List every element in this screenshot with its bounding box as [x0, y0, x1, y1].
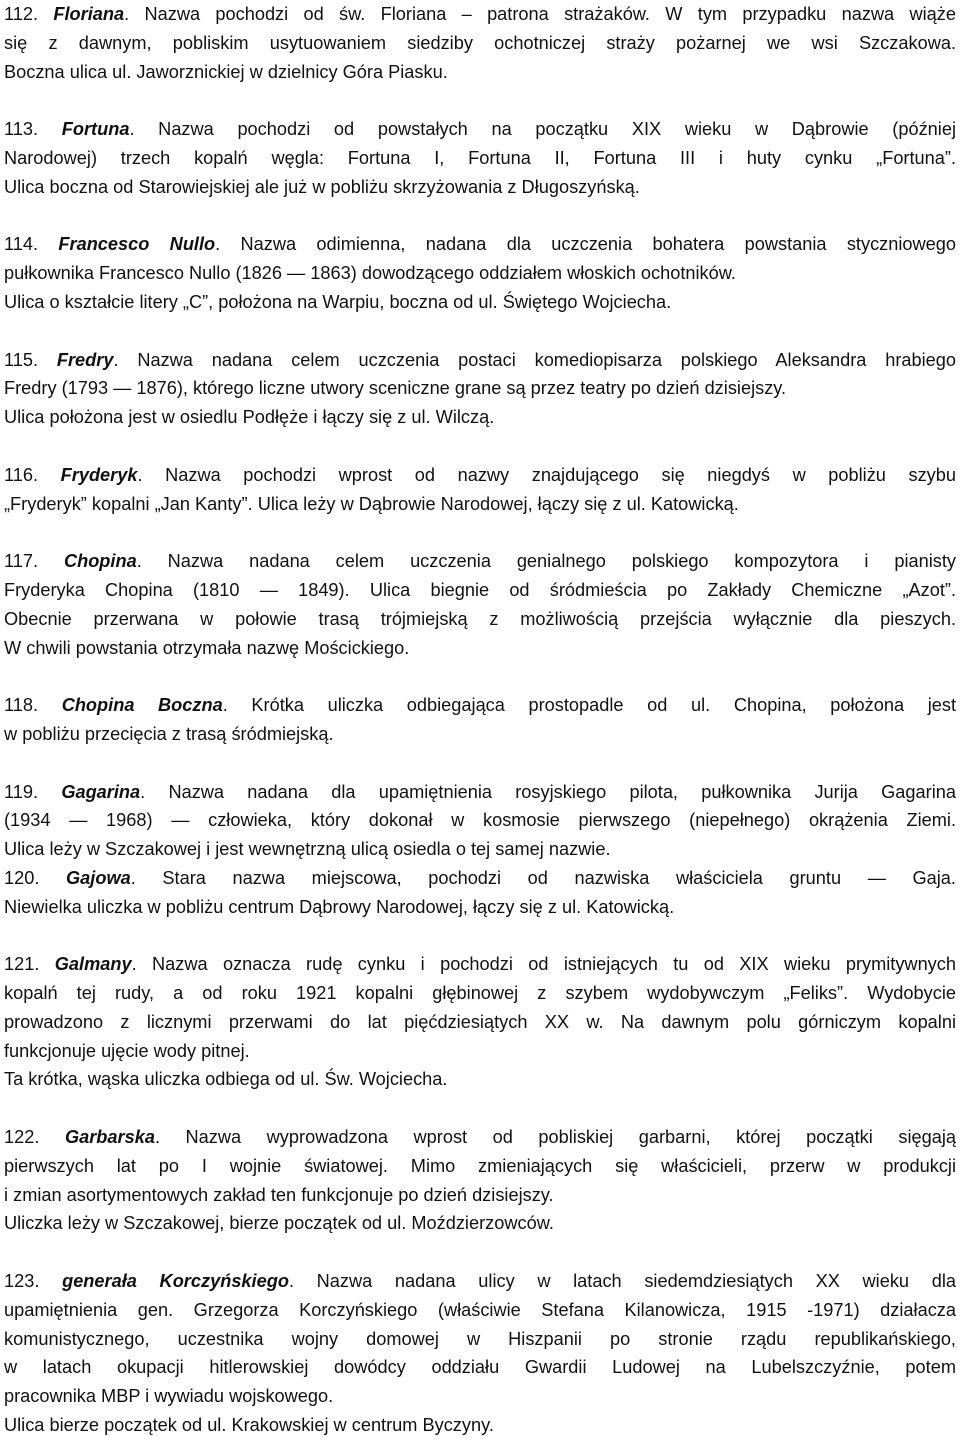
entry-text: . Krótka uliczka odbiegająca prostopadle od ul. Chopina, położona jest: [222, 695, 956, 716]
entry-title: Chopina: [63, 551, 137, 572]
entry-text: . Nazwa wyprowadzona wprost od pobliskiej garbarni, której początki sięgają: [154, 1127, 956, 1148]
entry-line: Ta krótka, wąska uliczka odbiega od ul. Św. Wojciecha.: [4, 1069, 448, 1090]
entry-title: Floriana: [53, 4, 125, 24]
entry-title: generała Korczyńskiego: [62, 1271, 289, 1292]
entry-line: [4, 1267, 956, 1296]
entry-line: [4, 115, 956, 144]
entry-line: Uliczka leży w Szczakowej, bierze początek od ul. Moździerzowców.: [4, 1213, 554, 1234]
entry-line: Narodowej) trzech kopalń węgla: Fortuna I, Fortuna II, Fortuna III i huty cynku „Fortuna”.: [4, 147, 956, 168]
entry-number: 117.: [4, 551, 39, 572]
entry-number: 123.: [4, 1271, 40, 1292]
entry-line: [4, 547, 956, 576]
entry-line: Ulica położona jest w osiedlu Podłęże i łączy się z ul. Wilczą.: [4, 407, 495, 428]
entry-line: prowadzono z licznymi przerwami do lat pięćdziesiątych XX w. Na dawnym polu górniczym kopalni: [4, 1011, 956, 1032]
entry-title: Garbarska: [64, 1127, 155, 1148]
entry-line: pułkownika Francesco Nullo (1826 — 1863) dowodzącego oddziałem włoskich ochotników.: [4, 263, 736, 284]
entry-line: Boczna ulica ul. Jaworznickiej w dzielnicy Góra Piasku.: [4, 61, 448, 82]
entry-line: Obecnie przerwana w połowie trasą trójmiejską z możliwością przejścia wyłącznie dla pieszych.: [4, 608, 956, 629]
entry-line: się z dawnym, pobliskim usytuowaniem siedziby ochotniczej straży pożarnej we wsi Szczakowa.: [4, 32, 956, 53]
entry-line: komunistycznego, uczestnika wojny domowej w Hiszpanii po stronie rządu republikańskiego,: [4, 1328, 956, 1349]
entry-title: Fortuna: [61, 119, 130, 140]
list-item: [4, 0, 956, 86]
list-item: [4, 547, 956, 662]
entry-title: Gajowa: [66, 867, 131, 888]
list-item: [4, 346, 956, 432]
list-item: [4, 691, 956, 749]
entry-line: (1934 — 1968) — człowieka, który dokonał w kosmosie pierwszego (niepełnego) okrążenia Ziemi.: [4, 810, 956, 831]
entry-text: . Nazwa nadana dla upamiętnienia rosyjskiego pilota, pułkownika Jurija Gagarina: [140, 781, 956, 802]
entry-number: 118.: [4, 695, 39, 716]
entry-line: Ulica boczna od Starowiejskiej ale już w pobliżu skrzyżowania z Długoszyńską.: [4, 176, 640, 197]
entry-line: w pobliżu przecięcia z trasą śródmiejską.: [4, 723, 334, 744]
list-item: [4, 461, 956, 519]
entry-text: . Nazwa pochodzi od powstałych na początku XIX wieku w Dąbrowie (później: [129, 119, 956, 140]
entry-line: Ulica leży w Szczakowej i jest wewnętrzną ulicą osiedla o tej samej nazwie.: [4, 839, 611, 860]
entry-title: Chopina Boczna: [61, 695, 223, 716]
list-item: [4, 230, 956, 316]
list-item: [4, 1123, 956, 1238]
entry-title: Gagarina: [61, 781, 141, 802]
entry-line: Niewielka uliczka w pobliżu centrum Dąbrowy Narodowej, łączy się z ul. Katowicką.: [4, 896, 675, 917]
entry-text: . Nazwa odimienna, nadana dla uczczenia bohatera powstania styczniowego: [215, 234, 957, 255]
entry-line: kopalń tej rudy, a od roku 1921 kopalni głębinowej z szybem wydobywczym „Feliks”. Wydobycie: [4, 983, 956, 1004]
entry-text: . Nazwa oznacza rudę cynku i pochodzi od istniejących tu od XIX wieku prymitywnych: [131, 954, 956, 975]
entry-title: Fryderyk: [60, 464, 138, 485]
entry-line: funkcjonuje ujęcie wody pitnej.: [4, 1040, 250, 1061]
entry-line: [4, 691, 956, 720]
entry-line: [4, 864, 956, 893]
entry-number: 112.: [4, 4, 39, 24]
entry-line: upamiętnienia gen. Grzegorza Korczyńskiego (właściwie Stefana Kilanowicza, 1915 -1971) działacza: [4, 1299, 956, 1320]
entry-number: 119.: [4, 781, 39, 802]
entry-number: 121.: [4, 954, 40, 975]
entry-title: Francesco Nullo: [58, 234, 216, 255]
entry-line: [4, 346, 956, 375]
list-item: [4, 950, 956, 1094]
entry-number: 114.: [4, 234, 39, 255]
entry-line: Fryderyka Chopina (1810 — 1849). Ulica biegnie od śródmieścia po Zakłady Chemiczne „Azot”.: [4, 579, 956, 600]
entry-line: w latach okupacji hitlerowskiej dowódcy oddziału Gwardii Ludowej na Lubelszczyźnie, potem: [4, 1357, 956, 1378]
list-item: [4, 1267, 956, 1440]
entry-text: . Nazwa nadana celem uczczenia postaci komediopisarza polskiego Aleksandra hrabiego: [113, 349, 956, 370]
entry-line: [4, 778, 956, 807]
entry-line: „Fryderyk” kopalni „Jan Kanty”. Ulica leży w Dąbrowie Narodowej, łączy się z ul. Katowicką.: [4, 493, 739, 514]
entry-text: . Nazwa pochodzi od św. Floriana – patrona strażaków. W tym przypadku nazwa wiąże: [124, 4, 956, 24]
entry-line: i zmian asortymentowych zakład ten funkcjonuje po dzień dzisiejszy.: [4, 1184, 554, 1205]
entry-title: Fredry: [56, 349, 114, 370]
entry-line: W chwili powstania otrzymała nazwę Mościckiego.: [4, 637, 410, 658]
entry-text: . Nazwa nadana celem uczczenia genialnego polskiego kompozytora i pianisty: [136, 551, 957, 572]
entry-line: pracownika MBP i wywiadu wojskowego.: [4, 1386, 334, 1407]
entry-line: Ulica bierze początek od ul. Krakowskiej w centrum Byczyny.: [4, 1415, 494, 1436]
entry-number: 120.: [4, 867, 40, 888]
entry-line: Ulica o kształcie litery „C”, położona na Warpiu, boczna od ul. Świętego Wojciecha.: [4, 291, 672, 312]
entry-line: Fredry (1793 — 1876), którego liczne utwory sceniczne grane są przez teatry po dzień dzisiejszy.: [4, 378, 787, 399]
entry-number: 113.: [4, 119, 39, 140]
entry-text: . Nazwa nadana ulicy w latach siedemdziesiątych XX wieku dla: [288, 1271, 956, 1292]
list-item: [4, 778, 956, 864]
entry-line: pierwszych lat po I wojnie światowej. Mimo zmieniających się właścicieli, przerw w produkcji: [4, 1155, 956, 1176]
list-item: [4, 864, 956, 922]
entry-text: . Stara nazwa miejscowa, pochodzi od nazwiska właściciela gruntu — Gaja.: [130, 867, 956, 888]
entry-number: 122.: [4, 1127, 40, 1148]
entry-line: [4, 1123, 956, 1152]
entry-number: 116.: [4, 464, 39, 485]
entry-line: [4, 0, 956, 29]
entry-text: . Nazwa pochodzi wprost od nazwy znajdującego się niegdyś w pobliżu szybu: [137, 464, 956, 485]
entry-line: [4, 230, 956, 259]
list-item: [4, 115, 956, 201]
entry-title: Galmany: [54, 954, 132, 975]
entry-line: [4, 950, 956, 979]
entry-line: [4, 461, 956, 490]
entry-number: 115.: [4, 349, 39, 370]
